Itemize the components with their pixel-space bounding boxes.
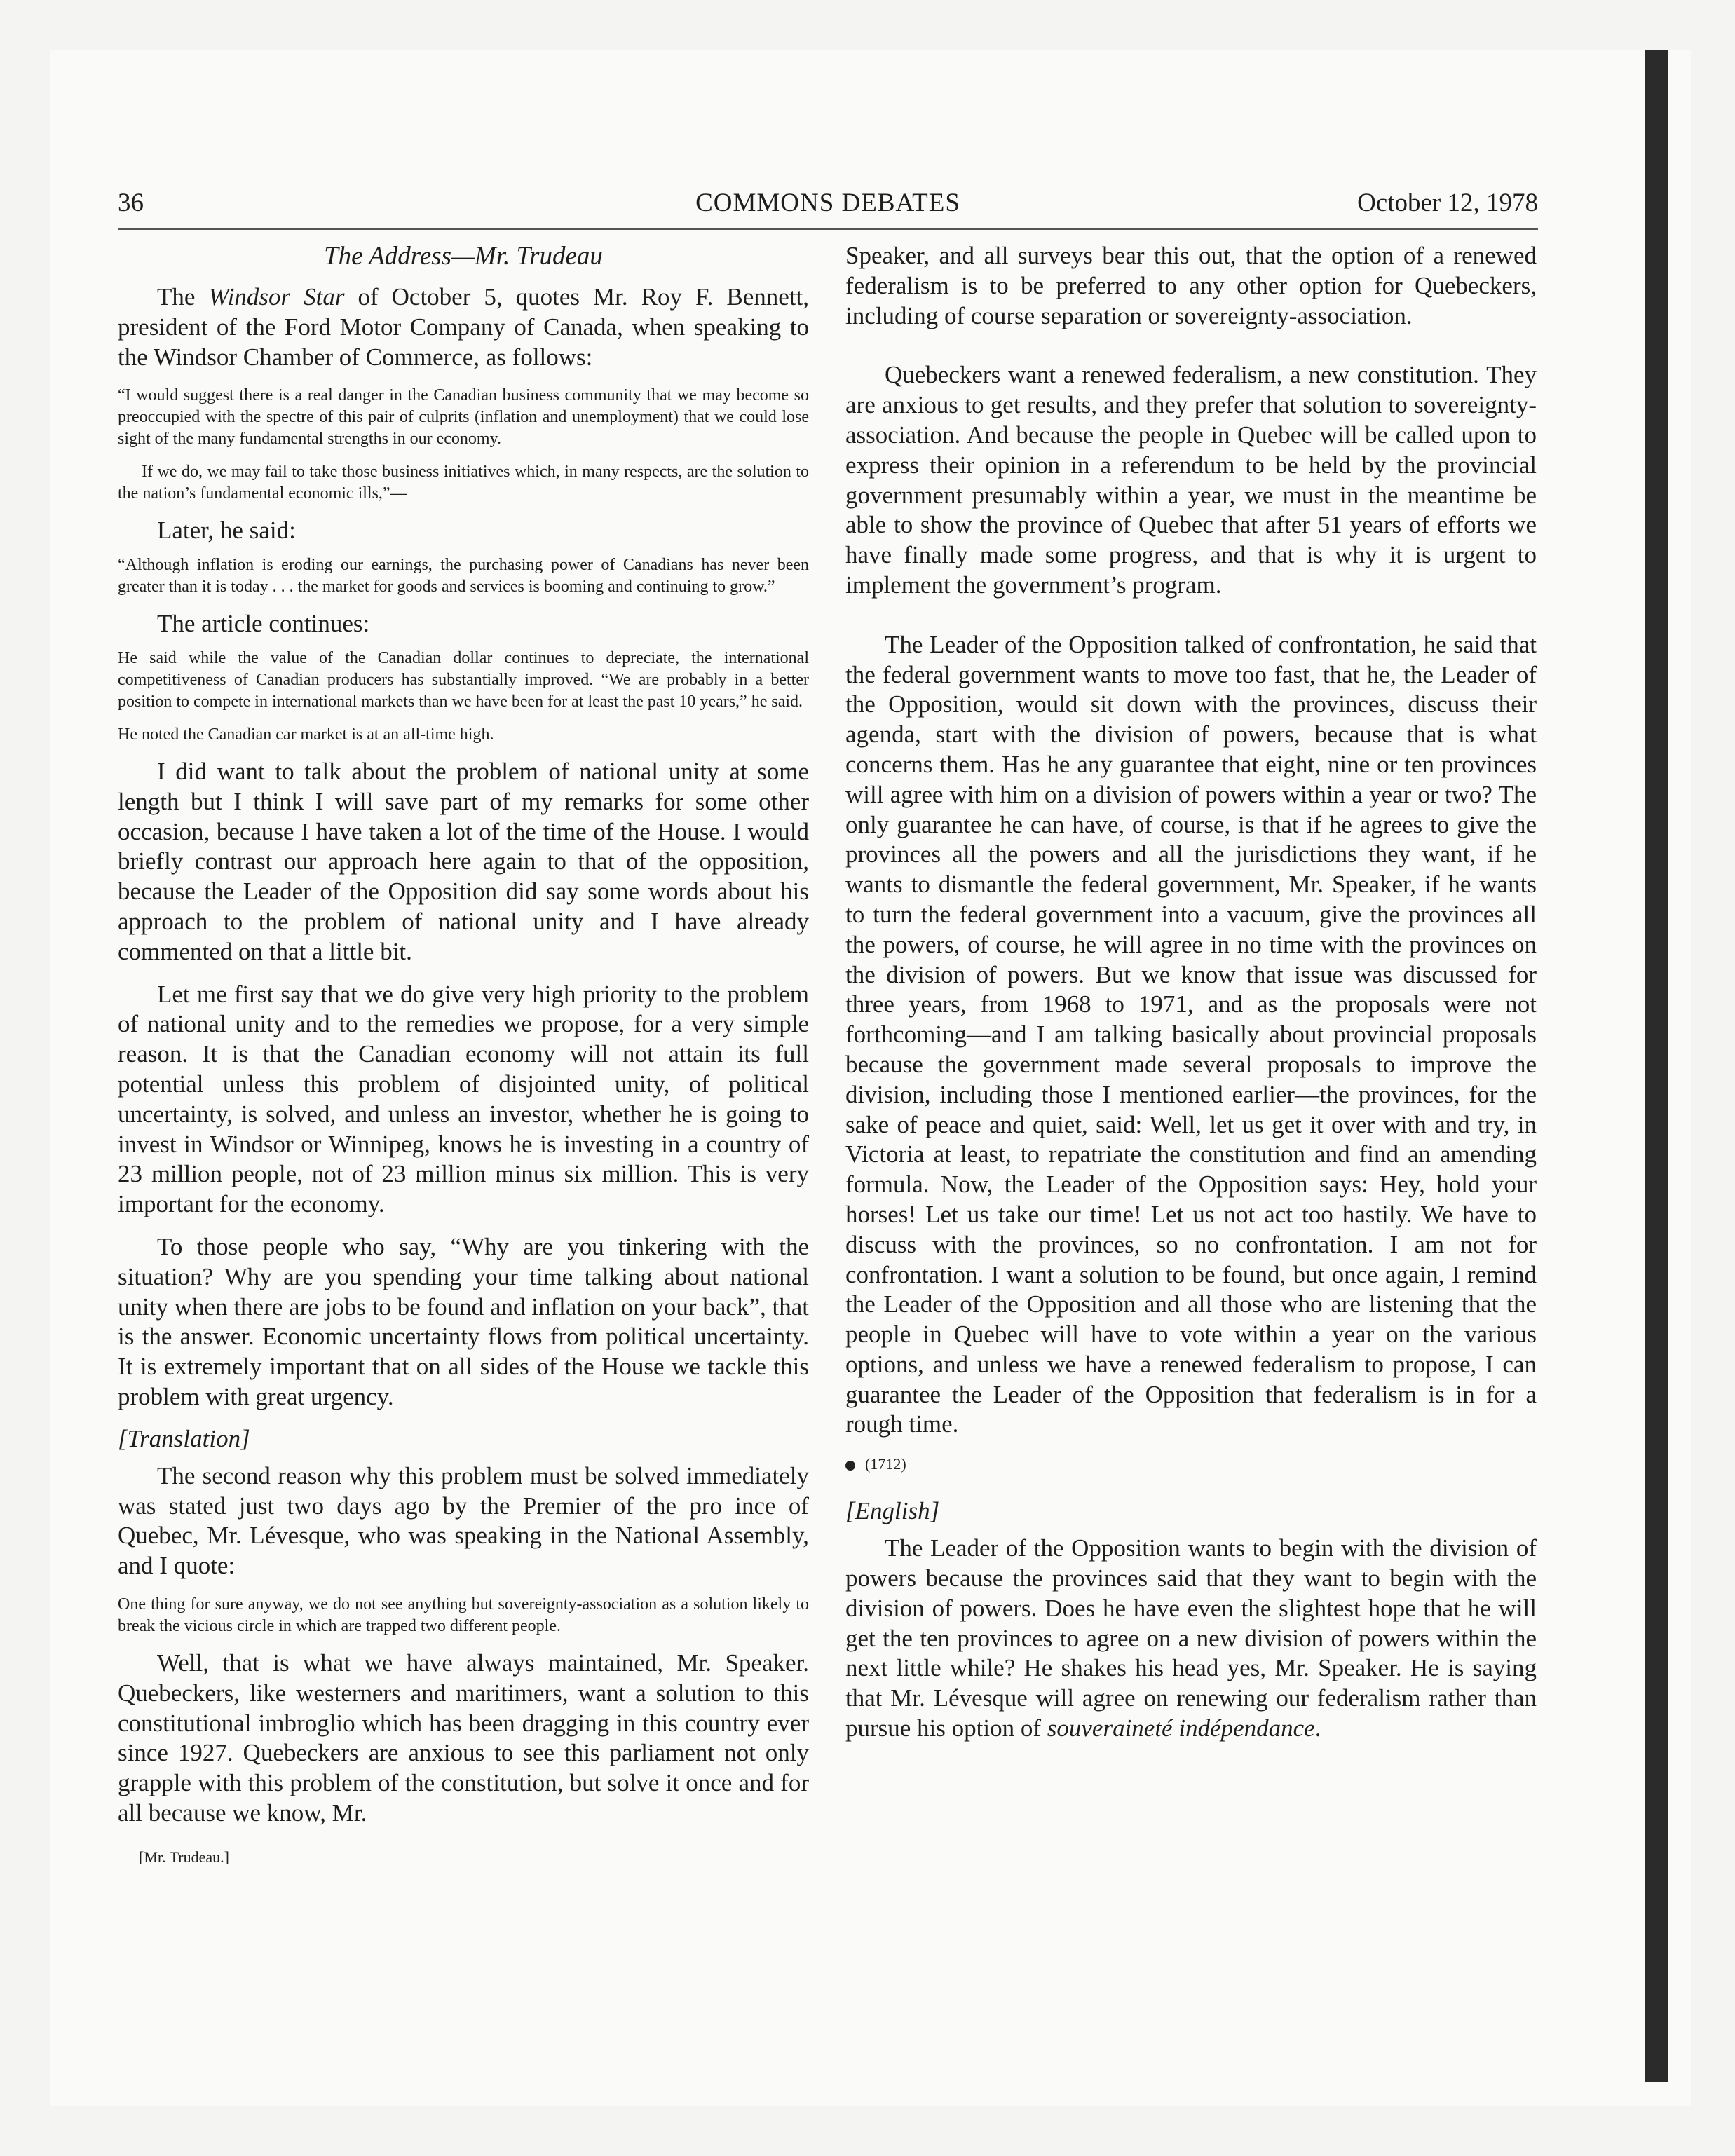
newspaper-name: Windsor Star [208, 283, 345, 311]
text: English [855, 1497, 930, 1525]
paragraph: Quebeckers want a renewed federalism, a new constitution. They are anxious to get results, and they prefer that solution to sovereignty-association. And because the people in Quebec will be called upon to express their opinion in a referendum to be held by the provincial government presumably within a year, we must in the meantime be able to show the province of Quebec that after 51 years of efforts we have finally made some progress, and that is why it is urgent to implement the government’s program. [845, 361, 1537, 599]
paragraph: The second reason why this problem must be solved immediately was stated just two days ago by the Premier of the pro ince of Quebec, Mr. Lévesque, who was speaking in the National Assembly, and I quote: [118, 1461, 809, 1580]
text: The Leader of the Opposition wants to begin with the division of powers because the provinces said that they want to begin with the division of powers. Does he have even the slightest hope that he will get the ten provinces to agree on a new division of powers within the next little while? He shakes his head yes, Mr. Speaker. He is saying that Mr. Lévesque will agree on renewing our federalism rather than pursue his option of [845, 1534, 1537, 1742]
text: The [157, 283, 209, 311]
paragraph: The article continues: [157, 610, 370, 638]
left-column [118, 241, 809, 1867]
publication-date: October 12, 1978 [1357, 189, 1538, 217]
block-quote: One thing for sure anyway, we do not see anything but sovereignty-association as a solution likely to break the vicious circle in which are trapped two different people. [118, 1595, 809, 1635]
paragraph: Well, that is what we have always maintained, Mr. Speaker. Quebeckers, like westerners and maritimers, want a solution to this constitutional imbroglio which has been dragging in this country ever since 1927. Quebeckers are anxious to see this parliament not only grapple with this problem of the constitution, but solve it once and for all because we know, Mr. [118, 1649, 809, 1827]
right-column [845, 241, 1537, 1756]
paragraph: Speaker, and all surveys bear this out, that the option of a renewed federalism is to be preferred to any other option for Quebeckers, including of course separation or sovereignty-association. [845, 242, 1537, 329]
text: . [1314, 1714, 1321, 1742]
paragraph [845, 1534, 1537, 1744]
scan-edge [1645, 50, 1668, 2082]
page-header [118, 188, 1538, 230]
text: (1712) [865, 1455, 906, 1473]
publication-title: COMMONS DEBATES [695, 189, 960, 217]
paragraph [118, 282, 809, 372]
block-quote: “Although inflation is eroding our earnings, the purchasing power of Canadians has never been greater than it is today . . . the market for goods and services is booming and continuing to grow.” [118, 556, 809, 596]
block-quote: “I would suggest there is a real danger in the Canadian business community that we may become so preoccupied with the spectre of this pair of culprits (inflation and unemployment) that we could lose sight of the many fundamental strengths in our economy. [118, 386, 809, 449]
language-tag: [Translation] [118, 1424, 250, 1452]
paragraph: Let me first say that we do give very high priority to the problem of national unity and to the remedies we propose, for a very simple reason. It is that the Canadian economy will not attain its full potential unless this problem of disjointed unity, of political uncertainty, is solved, and unless an investor, whether he is going to invest in Windsor or Winnipeg, knows he is investing in a country of 23 million people, not of 23 million minus six million. This is very important for the economy. [118, 980, 809, 1218]
paragraph: I did want to talk about the problem of national unity at some length but I think I will save part of my remarks for some other occasion, because I have taken a lot of the time of the House. I would briefly contrast our approach here again to that of the opposition, because the Leader of the Opposition did say some words about his approach to the problem of national unity and I have already commented on that a little bit. [118, 757, 809, 965]
time-marker [845, 1455, 1537, 1473]
paragraph: To those people who say, “Why are you tinkering with the situation? Why are you spending your time talking about national unity when there are jobs to be found and inflation on your back”, that is the answer. Economic uncertainty flows from political uncertainty. It is extremely important that on all sides of the House we tackle this problem with great urgency. [118, 1232, 809, 1410]
paragraph: The Leader of the Opposition talked of confrontation, he said that the federal government wants to move too fast, that he, the Leader of the Opposition, would sit down with the provinces, discuss their agenda, start with the division of powers, because that is what concerns them. Has he any guarantee that eight, nine or ten provinces will agree with him on a division of powers within a year or two? The only guarantee he can have, of course, is that if he agrees to give the provinces all the powers and all the jurisdictions they want, if he wants to dismantle the federal government, Mr. Speaker, if he wants to turn the federal government into a vacuum, give the provinces all the powers, of course, he will agree in no time with the provinces on the division of powers. But we know that issue was discussed for three years, from 1968 to 1971, and as the proposals were not forthcoming—and I am talking basically about provincial proposals because the government made several proposals to improve the division, including those I mentioned earlier—the provinces, for the sake of peace and quiet, said: Well, let us get it over with and try, in Victoria at least, to repatriate the constitution and find an amending formula. Now, the Leader of the Opposition says: Hey, hold your horses! Let us take our time! Let us not act too hastily. We have to discuss with the provinces, so no confrontation. I am not for confrontation. I want a solution to be found, but once again, I remind the Leader of the Opposition and all those who are listening that the people in Quebec will have to vote within a year on the various options, and unless we have a renewed federalism to propose, I can guarantee the Leader of the Opposition that federalism is in for a rough time. [845, 630, 1537, 1438]
speaker-note: [Mr. Trudeau.] [139, 1848, 229, 1866]
text: Translation [127, 1424, 241, 1452]
block-quote: If we do, we may fail to take those business initiatives which, in many respects, are the solution to the nation’s fundamental economic ills,”— [118, 463, 809, 503]
french-term: souveraineté indépendance [1047, 1714, 1315, 1742]
language-tag: [English] [845, 1497, 940, 1525]
block-quote: He said while the value of the Canadian dollar continues to depreciate, the international competitiveness of Canadian producers has substantially improved. “We are probably in a better position to compete in international markets than we have been for at least the past 10 years,” he said. [118, 648, 809, 711]
running-head: The Address—Mr. Trudeau [324, 242, 603, 271]
block-quote: He noted the Canadian car market is at an all-time high. [118, 725, 494, 744]
page-number: 36 [118, 189, 144, 217]
bullet-icon [845, 1461, 855, 1471]
text: of October 5, quotes Mr. Roy F. Bennett, president of the Ford Motor Company of Canada, when speaking to the Windsor Chamber of Commerce, as follows: [118, 283, 809, 371]
paragraph: Later, he said: [157, 517, 296, 545]
